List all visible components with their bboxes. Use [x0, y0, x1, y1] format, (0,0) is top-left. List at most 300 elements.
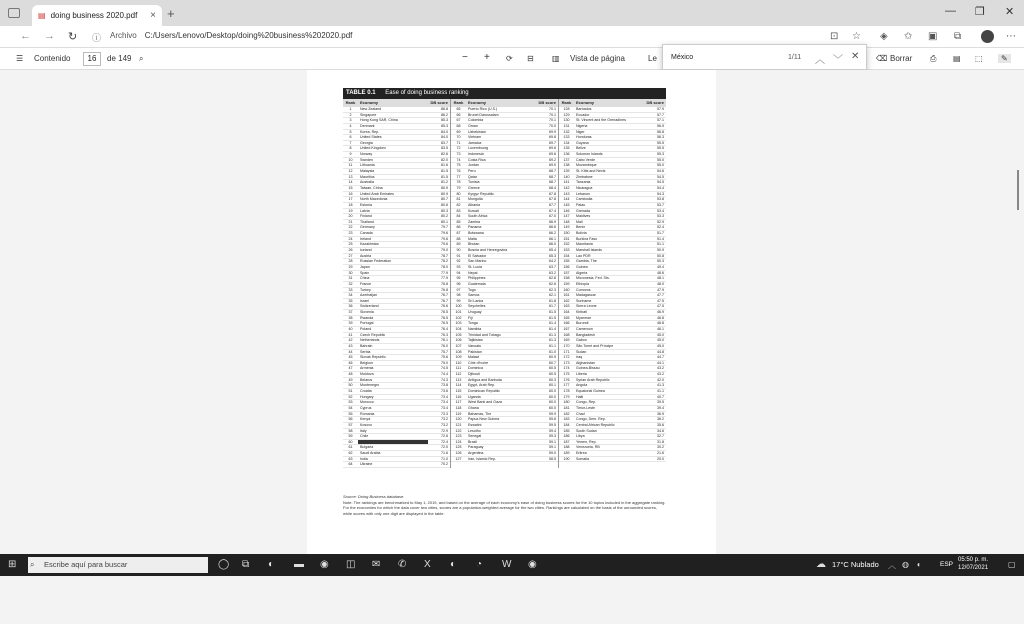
fit-page-icon[interactable]: ⊟	[527, 54, 534, 63]
read-aloud-icon[interactable]: ⊡	[830, 31, 839, 42]
economy-cell: Bolivia	[576, 231, 587, 236]
eraser-icon[interactable]: ⌫	[876, 54, 888, 63]
rank-cell: 21	[348, 219, 353, 224]
favorite-icon[interactable]: ☆	[852, 31, 861, 42]
print-icon[interactable]: ⎙	[930, 54, 937, 63]
find-prev-icon[interactable]: ︿	[815, 55, 825, 66]
score-cell: 76.6	[441, 304, 448, 309]
score-cell: 77.9	[441, 270, 448, 275]
clock[interactable]	[958, 556, 988, 572]
score-cell: 69.8	[549, 135, 556, 140]
score-cell: 78.0	[441, 264, 448, 269]
rank-cell: 89	[456, 242, 461, 247]
score-cell: 60.0	[549, 394, 556, 399]
rank-cell: 45	[348, 355, 353, 360]
word-icon[interactable]: W	[502, 559, 512, 570]
rank-cell: 101	[455, 310, 462, 315]
find-input[interactable]: México	[671, 54, 694, 61]
economy-cell: Japan	[360, 264, 370, 269]
scrollbar-thumb[interactable]	[1017, 170, 1019, 210]
page-view-button[interactable]: Vista de página	[570, 54, 626, 63]
score-cell: 76.5	[441, 321, 448, 326]
rank-cell: 71	[456, 140, 461, 145]
economy-cell: Oman	[468, 123, 478, 128]
economy-cell: Grenada	[576, 208, 590, 213]
economy-cell: Greece	[468, 185, 480, 190]
score-cell: 50.8	[657, 253, 664, 258]
find-next-icon[interactable]: ﹀	[833, 55, 843, 66]
score-cell: 70.2	[441, 462, 448, 467]
score-cell: 59.4	[549, 428, 556, 433]
score-cell: 71.6	[441, 451, 448, 456]
score-cell: 39.5	[657, 400, 664, 405]
profile-avatar[interactable]	[981, 30, 994, 43]
economy-cell: Costa Rica	[468, 157, 486, 162]
notifications-icon[interactable]: ▢	[1008, 560, 1016, 569]
economy-cell: Brunei Darussalam	[468, 112, 499, 117]
economy-cell: Colombia	[468, 118, 484, 123]
rotate-icon[interactable]: ⟳	[506, 54, 513, 63]
mail-icon[interactable]: ✉	[372, 559, 381, 570]
economy-cell: Malta	[468, 236, 477, 241]
economy-cell: Philippines	[468, 276, 486, 281]
economy-cell: United States	[360, 135, 382, 140]
share-icon[interactable]: ⧉	[954, 31, 962, 42]
find-close-icon[interactable]: ✕	[851, 51, 860, 62]
rank-cell: 47	[348, 366, 353, 371]
economy-cell: Libya	[576, 434, 585, 439]
score-cell: 50.9	[657, 248, 664, 253]
economy-cell: Chile	[360, 434, 369, 439]
economy-cell: Zambia	[468, 219, 480, 224]
score-cell: 30.2	[657, 445, 664, 450]
rank-cell: 48	[348, 372, 353, 377]
economy-cell: Georgia	[360, 140, 373, 145]
economy-cell: Serbia	[360, 349, 371, 354]
save-icon[interactable]: ▤	[953, 54, 961, 63]
rank-cell: 190	[563, 456, 570, 461]
economy-cell: Dominican Republic	[468, 389, 500, 394]
economy-cell: Albania	[468, 202, 480, 207]
score-cell: 55.3	[657, 152, 664, 157]
economy-cell: Kazakhstan	[360, 242, 379, 247]
score-cell: 62.3	[549, 287, 556, 292]
table-header-cell: DB score	[646, 100, 664, 105]
score-cell: 74.3	[441, 377, 448, 382]
economy-cell: Nigeria	[576, 123, 588, 128]
rank-cell: 154	[563, 253, 570, 258]
score-cell: 67.7	[549, 202, 556, 207]
score-cell: 79.0	[441, 248, 448, 253]
collections-icon[interactable]: ▣	[928, 31, 938, 42]
find-count: 1/11	[788, 54, 802, 61]
source-text: Source: Doing Business database.	[343, 494, 405, 499]
rank-cell: 148	[563, 219, 570, 224]
close-window-icon[interactable]: ✕	[1005, 6, 1015, 18]
economy-cell: Vietnam	[468, 135, 482, 140]
rank-cell: 75	[456, 163, 461, 168]
rank-cell: 108	[455, 349, 462, 354]
economy-cell: Burundi	[576, 321, 589, 326]
windows-start-icon[interactable]: ⊞	[8, 559, 17, 570]
score-cell: 61.7	[549, 304, 556, 309]
rank-cell: 82	[456, 202, 461, 207]
url-text: C:/Users/Lenovo/Desktop/doing%20business%202020.pdf	[144, 31, 353, 40]
score-cell: 35.6	[657, 422, 664, 427]
economy-cell: Netherlands	[360, 338, 380, 343]
economy-cell: Ethiopia	[576, 281, 589, 286]
rank-cell: 94	[456, 270, 461, 275]
whatsapp-icon[interactable]: ✆	[398, 559, 407, 570]
rank-cell: 121	[455, 422, 462, 427]
score-cell: 80.6	[441, 202, 448, 207]
rank-cell: 180	[563, 400, 570, 405]
rank-cell: 102	[455, 315, 462, 320]
rank-cell: 136	[563, 152, 570, 157]
rank-cell: 1	[349, 107, 352, 111]
search-icon[interactable]: ⌕	[139, 54, 144, 63]
score-cell: 72.0	[441, 445, 448, 450]
economy-cell: Nepal	[468, 270, 478, 275]
economy-cell: Malawi	[468, 355, 480, 360]
rank-cell: 66	[456, 112, 461, 117]
rank-cell: 140	[563, 174, 570, 179]
score-cell: 57.7	[657, 112, 664, 117]
rank-cell: 14	[348, 180, 353, 185]
rank-cell: 77	[456, 174, 461, 179]
score-cell: 80.9	[441, 185, 448, 190]
score-cell: 80.3	[441, 208, 448, 213]
economy-cell: El Salvador	[468, 253, 487, 258]
score-cell: 47.9	[657, 287, 664, 292]
rank-cell: 33	[348, 287, 353, 292]
tab-actions-icon[interactable]	[8, 8, 20, 18]
economy-cell: Lesotho	[468, 428, 481, 433]
scrollbar[interactable]	[1012, 140, 1024, 624]
economy-cell: Thailand	[360, 219, 374, 224]
rank-cell: 73	[456, 152, 461, 157]
pin-icon[interactable]: ✎	[998, 54, 1011, 63]
rank-cell: 7	[349, 140, 352, 145]
economy-cell: Croatia	[360, 389, 372, 394]
score-cell: 75.0	[441, 360, 448, 365]
rank-cell: 8	[349, 146, 352, 151]
table-subtitle: Ease of doing business ranking	[385, 90, 469, 96]
search-icon: ⌕	[30, 560, 35, 569]
economy-cell: Kenya	[360, 417, 371, 422]
score-cell: 65.3	[549, 253, 556, 258]
pdf-viewer[interactable]	[0, 70, 1024, 554]
zoom-out-button[interactable]: −	[462, 52, 468, 63]
rank-cell: 117	[455, 400, 462, 405]
economy-cell: Turkey	[360, 287, 371, 292]
rank-cell: 53	[348, 400, 353, 405]
economy-cell: Honduras	[576, 135, 592, 140]
rank-cell: 157	[563, 270, 570, 275]
economy-cell: Denmark	[360, 123, 375, 128]
rank-cell: 43	[348, 343, 353, 348]
table-header-row	[343, 99, 450, 107]
economy-cell: Poland	[360, 326, 372, 331]
economy-cell: Russian Federation	[360, 259, 392, 264]
score-cell: 43.2	[657, 372, 664, 377]
score-cell: 62.8	[549, 276, 556, 281]
economy-cell: St. Vincent and the Grenadines	[576, 118, 626, 123]
score-cell: 86.8	[441, 107, 448, 111]
rank-cell: 167	[563, 326, 570, 331]
score-cell: 74.4	[441, 372, 448, 377]
economy-cell: Liberia	[576, 372, 587, 377]
score-cell: 72.6	[441, 434, 448, 439]
rank-cell: 139	[563, 169, 570, 174]
score-cell: 84.0	[441, 135, 448, 140]
score-cell: 82.6	[441, 152, 448, 157]
economy-cell: Kyrgyz Republic	[468, 191, 494, 196]
economy-cell: Djibouti	[468, 372, 480, 377]
economy-cell: Zimbabwe	[576, 174, 593, 179]
economy-cell: Somalia	[576, 456, 589, 461]
language-indicator[interactable]: ESP	[940, 561, 954, 568]
rank-cell: 63	[348, 456, 353, 461]
close-tab-icon[interactable]: ×	[150, 10, 156, 21]
weather-icon: ☁	[816, 559, 826, 570]
zoom-in-button[interactable]: +	[484, 52, 490, 63]
economy-cell: Guyana	[576, 140, 589, 145]
score-cell: 51.7	[657, 231, 664, 236]
rank-cell: 129	[563, 112, 570, 117]
score-cell: 75.6	[441, 355, 448, 360]
minimize-icon[interactable]: —	[945, 5, 956, 17]
economy-cell: Korea, Rep.	[360, 129, 380, 134]
economy-cell: São Tomé and Príncipe	[576, 343, 614, 348]
economy-cell: Bahamas, The	[468, 411, 492, 416]
rank-cell: 99	[456, 298, 461, 303]
forward-icon[interactable]: →	[44, 30, 55, 42]
rank-cell: 107	[455, 343, 462, 348]
rank-cell: 52	[348, 394, 353, 399]
score-cell: 56.3	[657, 135, 664, 140]
score-cell: 39.4	[657, 405, 664, 410]
economy-cell: Tunisia	[468, 180, 480, 185]
economy-cell: Central African Republic	[576, 422, 615, 427]
rank-cell: 162	[563, 298, 570, 303]
rank-cell: 10	[348, 157, 353, 162]
table-header-cell: Economy	[576, 100, 595, 105]
rank-cell: 165	[563, 315, 570, 320]
economy-cell: Uruguay	[468, 310, 482, 315]
economy-cell: United Kingdom	[360, 146, 386, 151]
score-cell: 44.7	[657, 355, 664, 360]
maximize-icon[interactable]: ❐	[975, 6, 985, 18]
score-cell: 62.1	[549, 293, 556, 298]
rank-cell: 85	[456, 219, 461, 224]
volume-icon[interactable]: ◖	[916, 560, 921, 569]
chrome-icon[interactable]: ◉	[320, 559, 329, 570]
rank-cell: 98	[456, 293, 461, 298]
score-cell: 78.7	[441, 253, 448, 258]
economy-cell: Ecuador	[576, 112, 590, 117]
rank-cell: 119	[455, 411, 462, 416]
score-cell: 73.3	[441, 411, 448, 416]
economy-cell: Angola	[576, 383, 588, 388]
score-cell: 72.9	[441, 428, 448, 433]
table-row	[451, 457, 558, 463]
score-cell: 60.9	[549, 355, 556, 360]
economy-cell: Uganda	[468, 394, 481, 399]
economy-cell: Spain	[360, 270, 370, 275]
rank-cell: 81	[456, 197, 461, 202]
rank-cell: 36	[348, 304, 353, 309]
score-cell: 66.0	[549, 242, 556, 247]
economy-cell: Norway	[360, 152, 373, 157]
rank-cell: 106	[455, 338, 462, 343]
rank-cell: 177	[563, 383, 570, 388]
score-cell: 47.5	[657, 304, 664, 309]
rank-cell: 88	[456, 236, 461, 241]
score-cell: 71.0	[441, 456, 448, 461]
economy-cell: Micronesia, Fed. Sts.	[576, 276, 610, 281]
table-header-row	[451, 99, 558, 107]
task-view-icon[interactable]: ◯	[218, 559, 230, 570]
economy-cell: Nicaragua	[576, 185, 593, 190]
back-icon[interactable]: ←	[20, 30, 31, 42]
contents-icon[interactable]: ☰	[16, 54, 24, 63]
economy-cell: Haiti	[576, 394, 584, 399]
taskbar-search[interactable]	[28, 557, 208, 573]
economy-cell: Barbados	[576, 107, 592, 111]
economy-cell: Eswatini	[468, 422, 482, 427]
score-cell: 79.6	[441, 236, 448, 241]
table-header-cell: Rank	[453, 100, 464, 105]
score-cell: 66.9	[549, 219, 556, 224]
new-tab-button[interactable]: +	[167, 6, 175, 21]
economy-cell: Slovak Republic	[360, 355, 386, 360]
tray-chevron-icon[interactable]: ︿	[888, 561, 896, 570]
economy-cell: Mali	[576, 219, 583, 224]
economy-cell: Bosnia and Herzegovina	[468, 248, 508, 253]
economy-cell: Bangladesh	[576, 332, 595, 337]
rank-cell: 125	[455, 445, 462, 450]
economy-cell: Suriname	[576, 298, 592, 303]
rank-cell: 23	[348, 231, 353, 236]
app-icon[interactable]: ◔	[476, 559, 483, 570]
economy-cell: Myanmar	[576, 315, 591, 320]
rank-cell: 127	[455, 456, 462, 461]
rank-cell: 147	[563, 214, 570, 219]
score-cell: 60.5	[549, 366, 556, 371]
economy-cell: Guinea	[576, 264, 588, 269]
rank-cell: 175	[563, 372, 570, 377]
score-cell: 76.8	[441, 281, 448, 286]
rank-cell: 110	[455, 360, 462, 365]
weather-text[interactable]: 17°C Nublado	[832, 560, 879, 569]
edge-icon[interactable]: ◐	[268, 559, 275, 570]
rank-cell: 51	[348, 389, 353, 394]
score-cell: 56.8	[657, 129, 664, 134]
rank-cell: 95	[456, 276, 461, 281]
economy-cell: Finland	[360, 214, 372, 219]
rank-cell: 55	[348, 411, 353, 416]
save-as-icon[interactable]: ⬚	[975, 54, 983, 63]
score-cell: 55.0	[657, 163, 664, 168]
info-icon[interactable]: ⓘ	[92, 33, 102, 43]
more-menu-icon[interactable]: ⋯	[1006, 31, 1016, 42]
score-cell: 21.6	[657, 451, 664, 456]
rank-cell: 155	[563, 259, 570, 264]
score-cell: 20.0	[657, 456, 664, 461]
rank-cell: 69	[456, 129, 461, 134]
rank-cell: 135	[563, 146, 570, 151]
extensions-icon[interactable]: ◈	[880, 31, 888, 42]
store-icon[interactable]: ◫	[346, 559, 356, 570]
economy-cell: Indonesia	[468, 152, 484, 157]
rank-cell: 142	[563, 185, 570, 190]
erase-button[interactable]: Borrar	[890, 54, 913, 63]
rank-cell: 6	[349, 135, 352, 140]
economy-cell: Equatorial Guinea	[576, 389, 605, 394]
rank-cell: 72	[456, 146, 461, 151]
read-aloud-button[interactable]: Le	[648, 54, 657, 63]
rank-cell: 29	[348, 264, 353, 269]
rank-cell: 12	[348, 169, 353, 174]
economy-cell: China	[360, 276, 370, 281]
score-cell: 53.4	[657, 208, 664, 213]
economy-cell: █████	[358, 440, 428, 445]
score-cell: 57.9	[657, 107, 664, 111]
score-cell: 54.3	[657, 191, 664, 196]
economy-cell: Sudan	[576, 349, 587, 354]
rank-cell: 4	[349, 123, 352, 128]
chrome-window-icon[interactable]: ◉	[528, 559, 537, 570]
economy-cell: Mauritius	[360, 174, 375, 179]
task-switch-icon[interactable]: ⧉	[242, 559, 250, 570]
tab-bar	[0, 0, 1024, 26]
score-cell: 62.6	[549, 281, 556, 286]
url-field[interactable]	[110, 31, 352, 40]
economy-cell: Australia	[360, 180, 374, 185]
economy-cell: Cambodia	[576, 197, 593, 202]
refresh-icon[interactable]: ↻	[68, 31, 78, 43]
edge-active-icon[interactable]: ◐	[450, 559, 457, 570]
rank-cell: 112	[455, 372, 462, 377]
tab-pdf[interactable]	[32, 5, 162, 26]
table-column	[451, 99, 559, 468]
economy-cell: Namibia	[468, 326, 482, 331]
rank-cell: 151	[563, 236, 570, 241]
score-cell: 46.8	[657, 321, 664, 326]
rank-cell: 178	[563, 389, 570, 394]
table-label: TABLE 0.1	[346, 90, 376, 96]
economy-cell: Solomon Islands	[576, 152, 603, 157]
economy-cell: Trinidad and Tobago	[468, 332, 501, 337]
table-header-row	[559, 99, 666, 107]
contents-button[interactable]: Contenido	[34, 54, 71, 63]
rank-cell: 138	[563, 163, 570, 168]
economy-cell: Congo, Rep.	[576, 400, 597, 405]
rank-cell: 149	[563, 225, 570, 230]
favorites-bar-icon[interactable]: ✩	[904, 31, 913, 42]
rank-cell: 60	[348, 439, 353, 444]
network-icon[interactable]: ◍	[902, 560, 909, 569]
score-cell: 57.1	[657, 118, 664, 123]
score-cell: 42.0	[657, 377, 664, 382]
score-cell: 32.7	[657, 434, 664, 439]
file-explorer-icon[interactable]: ▬	[294, 559, 304, 570]
excel-icon[interactable]: X	[424, 559, 431, 570]
page-number-input[interactable]: 16	[83, 52, 101, 66]
score-cell: 68.7	[549, 169, 556, 174]
page-view-icon[interactable]: ▥	[552, 54, 560, 63]
